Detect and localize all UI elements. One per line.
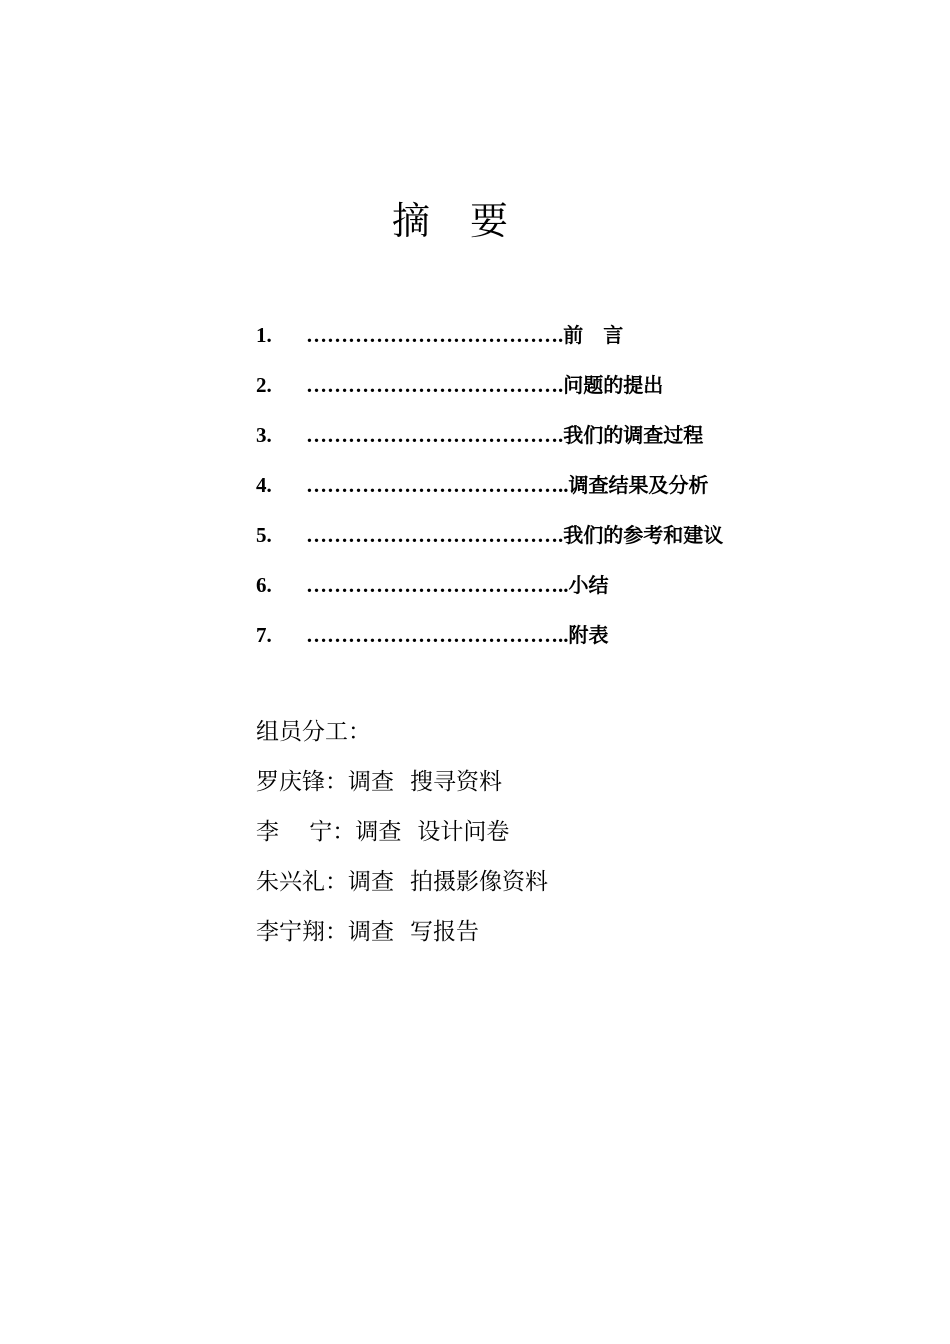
toc-leader: ……………………………….. bbox=[306, 573, 569, 597]
member-name: 朱兴礼： bbox=[256, 869, 348, 895]
toc-number: 2. bbox=[256, 373, 272, 397]
toc-leader: ……………………………….. bbox=[306, 623, 569, 647]
toc-title: 附表 bbox=[568, 623, 609, 647]
member-role: 调查 bbox=[348, 869, 394, 895]
toc-title: 小结 bbox=[568, 573, 609, 597]
title-char-1: 摘 bbox=[391, 199, 430, 243]
division-heading: 组员分工： bbox=[256, 719, 371, 745]
toc-number: 1. bbox=[256, 323, 272, 347]
toc-entry-5 bbox=[256, 514, 856, 564]
toc-number: 7. bbox=[256, 623, 272, 647]
member-name: 李宁翔： bbox=[256, 919, 348, 945]
member-task: 搜寻资料 bbox=[410, 769, 502, 795]
toc-number: 3. bbox=[256, 423, 272, 447]
toc-title: 我们的调查过程 bbox=[563, 423, 704, 447]
member-task: 写报告 bbox=[410, 919, 479, 945]
member-row bbox=[256, 858, 856, 908]
member-row bbox=[256, 758, 856, 808]
toc-entry-7 bbox=[256, 614, 856, 664]
member-row bbox=[256, 908, 856, 958]
member-name: 罗庆锋： bbox=[256, 769, 348, 795]
toc-leader: ……………………………….. bbox=[306, 473, 569, 497]
member-task: 设计问卷 bbox=[417, 819, 510, 845]
toc-title: 调查结果及分析 bbox=[568, 473, 709, 497]
toc-entry-1 bbox=[256, 314, 856, 364]
toc-entry-2 bbox=[256, 364, 856, 414]
toc-number: 6. bbox=[256, 573, 272, 597]
toc-entry-4 bbox=[256, 464, 856, 514]
toc-number: 5. bbox=[256, 523, 272, 547]
team-division bbox=[256, 708, 856, 958]
member-task: 拍摄影像资料 bbox=[410, 869, 548, 895]
member-role: 调查 bbox=[348, 769, 394, 795]
toc-title: 我们的参考和建议 bbox=[563, 523, 724, 547]
toc-leader: ………………………………. bbox=[306, 373, 564, 397]
toc-leader: ………………………………. bbox=[306, 423, 564, 447]
title-char-2: 要 bbox=[470, 199, 509, 243]
toc-entry-3 bbox=[256, 414, 856, 464]
member-row bbox=[256, 808, 856, 858]
page-title bbox=[0, 196, 900, 246]
toc-title: 前 言 bbox=[563, 323, 624, 347]
toc-leader: ………………………………. bbox=[306, 523, 564, 547]
toc-number: 4. bbox=[256, 473, 272, 497]
member-role: 调查 bbox=[355, 819, 402, 845]
toc-entry-6 bbox=[256, 564, 856, 614]
table-of-contents bbox=[256, 314, 856, 664]
member-name: 李 宁： bbox=[256, 819, 356, 845]
member-role: 调查 bbox=[348, 919, 394, 945]
toc-leader: ………………………………. bbox=[306, 323, 564, 347]
toc-title: 问题的提出 bbox=[563, 373, 664, 397]
